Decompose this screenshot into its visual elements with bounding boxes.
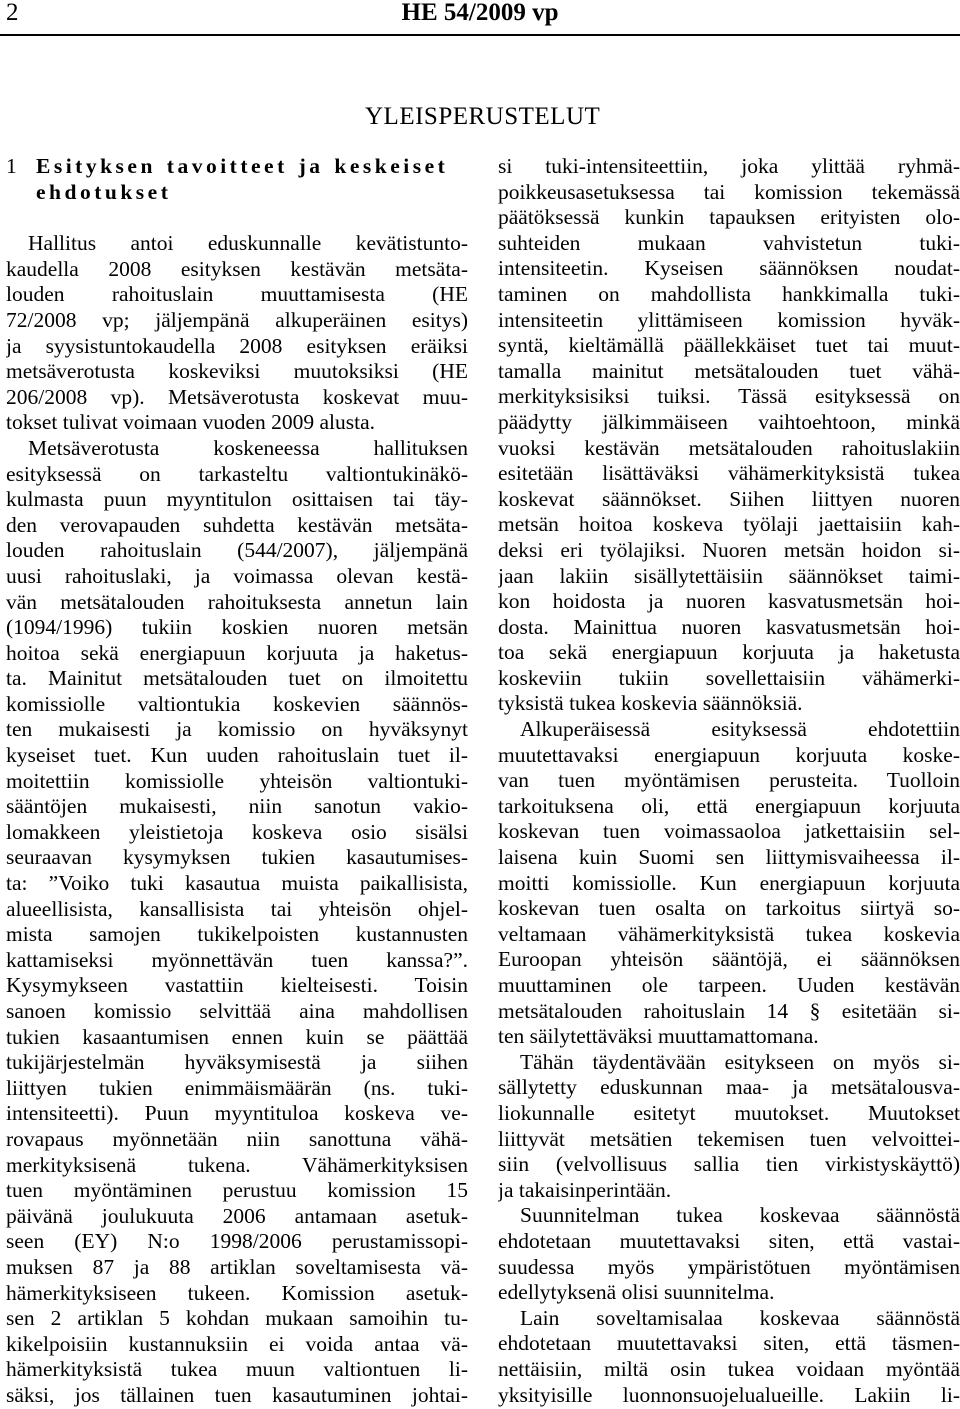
text-line: sen 2 artiklan 5 kohdan mukaan samoihin tu- [6, 1306, 468, 1331]
text-line: merkityksisiksi tuiksi. Tässä esityksessä on [498, 384, 960, 409]
text-line: hämerkityksiseen tukeen. Komission asetuk- [6, 1280, 468, 1305]
text-line: poikkeusasetuksessa tai komission tekemässä [498, 179, 960, 204]
text-line: liittyen tukien enimmäismäärän (ns. tuki- [6, 1075, 468, 1100]
text-line: merkityksisenä tukena. Vähämerkityksisen [6, 1152, 468, 1177]
text-line: intensiteetin ylittämiseen komission hyväk- [498, 307, 960, 332]
text-line: (1094/1996) tukiin koskien nuoren metsän [6, 615, 468, 640]
text-line: intensiteetti). Puun myyntituloa koskeva ve- [6, 1101, 468, 1126]
text-line: vuoksi kestävän metsätalouden rahoituslakiin [498, 435, 960, 460]
text-line: edellytyksenä olisi suunnitelma. [498, 1280, 775, 1305]
text-line: muutettavaksi energiapuun korjuuta koske- [498, 742, 960, 767]
text-line: muuttaminen ole tarpeen. Uuden kestävän [498, 973, 960, 997]
text-line: koskeviin tukiin sovellettaisiin vähämerki- [498, 665, 960, 690]
text-line: esityksessä on tarkasteltu valtiontukinäkö- [6, 461, 468, 486]
text-line: Alkuperäisessä esityksessä ehdotettiin [520, 717, 960, 742]
text-line: kaudella 2008 esityksen kestävän metsäta- [6, 256, 468, 281]
text-line: moitettiin komissiolle yhteisön valtiontuki- [6, 768, 468, 793]
text-line: mista samojen tukikelpoisten kustannusten [6, 922, 468, 947]
section-heading: YLEISPERUSTELUT [365, 103, 601, 130]
text-line: Suunnitelman tukea koskevaa säännöstä [520, 1203, 960, 1228]
text-line: metsäverotusta koskeviksi muutoksiksi (HE [6, 359, 468, 384]
text-line: uusi rahoituslaki, ja voimassa olevan kestä- [6, 563, 468, 588]
text-line: sällytetty eduskunnan maa- ja metsätalousva- [498, 1075, 960, 1100]
text-line: den verovapauden suhdetta kestävän metsäta- [6, 512, 468, 537]
text-line: moitti komissiolle. Kun energiapuun korjuuta [498, 870, 960, 895]
right-column-text [498, 154, 960, 1408]
text-line: ja syysistuntokaudella 2008 esityksen eräiksi [6, 333, 468, 358]
text-line: seuraavan kysymyksen tukien kasautumises- [6, 845, 468, 870]
left-column-text [6, 231, 468, 1408]
text-line: kikelpoisiin kustannuksiin ei voida antaa vä- [6, 1331, 468, 1356]
text-line: jaan lakiin sisällytettäisiin säännökset taimi- [498, 563, 960, 588]
text-line: sääntöjen mukaisesti, niin sanotun vakio- [6, 794, 468, 819]
text-line: esitetään lisättäväksi vähämerkityksistä tukea [498, 461, 960, 486]
text-line: tyksistä tukea koskevia säännöksiä. [498, 691, 803, 716]
text-line: dosta. Mainittua nuoren kasvatusmetsän hoi- [498, 614, 960, 639]
text-line: nettäisiin, miltä osin tukea voidaan myöntää [498, 1356, 960, 1381]
text-line: 206/2008 vp). Metsäverotusta koskevat muu- [6, 384, 468, 409]
text-line: suudessa myös ympäristötuen myöntämisen [498, 1254, 960, 1279]
text-line: ten mukaisesti ja komissio on hyväksynyt [6, 717, 468, 742]
text-line: Kysymykseen vastattiin kielteisesti. Toisin [6, 973, 468, 998]
text-line: tukijärjestelmän hyväksymisestä ja siihen [6, 1050, 468, 1075]
text-line: Tähän täydentävään esitykseen on myös si- [520, 1049, 960, 1074]
text-line: yksityisille luonnonsuojelualueille. Lakiin li- [498, 1382, 960, 1407]
text-line: van tuen myöntämisen perusteita. Tuolloin [498, 768, 960, 793]
text-line: sanoen komissio selvittää aina mahdollisen [6, 999, 468, 1023]
text-line: ehdotetaan muutettavaksi siten, että vastai- [498, 1228, 960, 1253]
text-line: vän metsätalouden rahoituksesta annetun lain [6, 589, 468, 614]
text-line: louden rahoituslain muuttamisesta (HE [6, 282, 468, 307]
text-line: hämerkityksistä tukea muun valtiontuen li- [6, 1357, 468, 1382]
text-line: koskevat säännökset. Siihen liittyen nuoren [498, 486, 960, 511]
text-line: alueellisista, kansallisista tai yhteisön ohjel- [6, 896, 468, 921]
text-line: syntä, kieltämällä päällekkäiset tuet tai muut- [498, 333, 960, 358]
text-line: Metsäverotusta koskeneessa hallituksen [28, 435, 468, 460]
text-line: tamalla mainitut metsätalouden tuet vähä- [498, 358, 960, 383]
text-line: liokunnalle esitetyt muutokset. Muutokset [498, 1100, 960, 1125]
text-line: seen (EY) N:o 1998/2006 perustamissopi- [6, 1229, 468, 1254]
text-line: Hallitus antoi eduskunnalle kevätistunto- [28, 231, 468, 256]
chapter-heading [6, 154, 468, 205]
text-line: tuen myöntäminen perustuu komission 15 [6, 1178, 468, 1203]
header-divider [0, 34, 960, 36]
text-line: siin (velvollisuus sallia tien virkistyskäyttö) [498, 1152, 960, 1177]
text-line: kattamiseksi myönnettävän tuen kanssa?”. [6, 947, 468, 972]
text-line: rovapaus myönnetään niin sanottuna vähä- [6, 1126, 468, 1151]
text-line: deksi eri työlajiksi. Nuoren metsän hoidon si- [498, 537, 960, 562]
text-line: lomakkeen yleistietoja koskeva osio sisälsi [6, 819, 468, 844]
left-column [6, 154, 468, 1409]
chapter-number: 1 [6, 154, 17, 178]
text-line: kulmasta puun myyntitulon osittaisen tai täy- [6, 487, 468, 512]
right-column [498, 154, 960, 1408]
text-line: ta: ”Voiko tuki kasautua muista paikallisista, [6, 871, 468, 896]
text-line: hoitoa sekä energiapuun korjuuta ja haketus- [6, 640, 468, 665]
text-line: 72/2008 vp; jäljempänä alkuperäinen esitys) [6, 307, 468, 332]
text-line: toa sekä energiapuun korjuuta ja haketusta [498, 640, 960, 665]
page-number: 2 [6, 0, 19, 26]
text-line: kyseiset tuet. Kun uuden rahoituslain tuet il- [6, 743, 468, 768]
text-line: päätöksessä kunkin tapauksen erityisten olo- [498, 205, 960, 230]
text-line: Euroopan yhteisön sääntöjä, ei säännöksen [498, 947, 960, 972]
text-line: kon hoidosta ja nuoren kasvatusmetsän hoi- [498, 589, 960, 614]
text-line: laisena kuin Suomi sen liittymisvaiheessa il- [498, 845, 960, 870]
chapter-title: Esityksen tavoitteet ja keskeiset ehdotukset [36, 154, 449, 204]
text-line: tukien kasaantumisen ennen kuin se päättää [6, 1024, 468, 1049]
text-line: tokset tulivat voimaan vuoden 2009 alusta. [6, 410, 376, 435]
text-line: säksi, jos tällainen tuen kasautuminen johtai- [6, 1382, 468, 1407]
text-line: ehdotetaan muutettavaksi siten, että täsmen- [498, 1331, 960, 1356]
text-line: Lain soveltamisalaa koskevaa säännöstä [520, 1305, 960, 1330]
text-line: metsän hoitoa koskeva työlaji jaettaisiin kah- [498, 512, 960, 537]
document-reference: HE 54/2009 vp [401, 0, 559, 26]
text-line: päivänä joulukuuta 2006 antamaan asetuk- [6, 1203, 468, 1228]
text-line: ja takaisinperintään. [498, 1177, 672, 1202]
text-line: intensiteetin. Kyseisen säännöksen noudat- [498, 256, 960, 281]
text-line: ten säilytettäväksi muuttamattomana. [498, 1024, 819, 1049]
text-line: koskevan tuen osalta on tarkoitus siirtyä so- [498, 896, 960, 921]
text-line: päädytty jälkimmäiseen vaihtoehtoon, minkä [498, 409, 960, 434]
text-line: suhteiden mukaan vahvistetun tuki- [498, 230, 960, 255]
text-line: taminen on mahdollista hankkimalla tuki- [498, 281, 960, 306]
text-line: tarkoituksena oli, että energiapuun korjuuta [498, 793, 960, 818]
text-line: muksen 87 ja 88 artiklan soveltamisesta vä- [6, 1254, 468, 1279]
text-line: liittyvät metsätien tekemisen tuen velvoittei- [498, 1126, 960, 1151]
text-line: si tuki-intensiteettiin, joka ylittää ryhmä- [498, 154, 960, 178]
text-line: veltamaan vähämerkityksistä tukea koskevia [498, 921, 960, 946]
text-line: koskevan tuen voimassaoloa jatkettaisiin sel- [498, 819, 960, 844]
text-line: louden rahoituslain (544/2007), jäljempänä [6, 538, 468, 563]
text-line: ta. Mainitut metsätalouden tuet on ilmoitettu [6, 666, 468, 691]
text-line: metsätalouden rahoituslain 14 § esitetään si- [498, 998, 960, 1023]
text-line: komissiolle valtiontukia koskevien säännös- [6, 691, 468, 716]
